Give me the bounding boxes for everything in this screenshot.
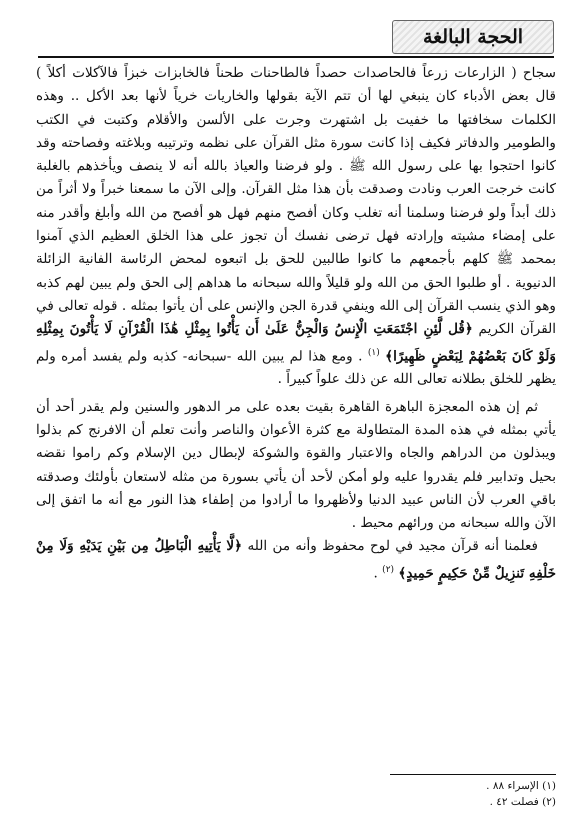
footnote-2: (٢) فصلت ٤٢ . bbox=[489, 796, 556, 808]
footnote-ref-1: (١) bbox=[367, 347, 380, 358]
paragraph-1 bbox=[36, 62, 556, 392]
quran-quote-2: ﴿لَّا يَأْتِيهِ الْبَاطِلُ مِن بَيْنِ يَدَيْهِ وَلَا مِنْ خَلْفِهِ تَنزِيلٌ مِّنْ حَكِيمٍ حَمِيدٍ﴾ bbox=[36, 538, 556, 582]
paragraph-1-text: سجاح ( الزارعات زرعاً فالحاصدات حصداً فالطاحنات طحناً فالخابزات خبزاً فالآكلات أكلاً ) قال بعض الأدباء كان ينبغي لها أن تتم الآية بقولها والخاريات خرياً لأنها بعد الأكل .. وهذه الكلمات سخافتها ما خفيت بل اشتهرت وجرت على الألسن والأقلام وكتبت في الكتب والطومير والدفاتر فكيف إذا كانت سورة مثل القرآن على نظمه وترتيبه وبلاغته وفصاحته وقد كانوا احتجوا بها على رسول الله ﷺ . ولو فرضنا والعياذ بالله أنه لا ينصف ويأخذهم بالغلبة كانت خرجت العرب ونادت وصدقت بأن هذا مثل القرآن. وإلى الآن ما سمعنا خبراً ولا أثراً من ذلك أبداً ولو فرضنا وسلمنا أنه تغلب وكان أفصح منهم فهل هو أفصح من الله وأبلغ وأقدر منه على إمضاء مشيته وإرادته فهل ترضى نفسك أن تجوز على هذا الخلق العظيم الذي آمنوا بمحمد ﷺ كلهم بأجمعهم ما كانوا طالبين للحق بل اتبعوه لمحض الرئاسة الفانية الزائلة الدنيوية . أو طلبوا الحق من الله ولو قليلاً والله سبحانه ما هداهم إلى الحق ولم يبين لهم كذبه وهو الذي ينسب القرآن إلى الله وينفي قدرة الجن والإنس على أن يأتوا بمثله . قوله تعالى في القرآن الكريم bbox=[36, 65, 556, 338]
paragraph-2: ثم إن هذه المعجزة الباهرة القاهرة بقيت بعده على مر الدهور والسنين ولم يقدر أحد أن يأتي بمثله في هذه المدة المتطاولة مع كثرة الأعوان والناصر وأنت تعلم أن الافرنج كم بذلوا ويبذلون من الدراهم والجاه والاعتبار والقوة والشوكة لإبطال دين الإسلام وكم راموا نقضه بحيل وتدابير فلم يقدروا عليه ولو أمكن لأحد أن يأتي بسورة من مثله لاستعان بأولئك وصدقته باقي العرب لأن الناس عبيد الدنيا ولأظهروا ما أرادوا من إطفاء هذا النور مع أنه ما اتفق إلى الآن والله سبحانه من ورائهم محيط . bbox=[36, 398, 556, 532]
main-text bbox=[36, 62, 556, 586]
quran-quote-1: ﴿قُل لَّئِنِ اجْتَمَعَتِ الْإِنسُ وَالْجِنُّ عَلَىٰ أَن يَأْتُوا بِمِثْلِ هَٰذَا الْقُرْآنِ لَا يَأْتُونَ بِمِثْلِهِ وَلَوْ كَانَ بَعْضُهُمْ لِبَعْضٍ ظَهِيرًا﴾ bbox=[36, 321, 556, 365]
paragraph-3-end: . bbox=[373, 565, 378, 582]
footnotes bbox=[300, 778, 556, 810]
paragraph-3-text: فعلمنا أنه قرآن مجيد في لوح محفوظ وأنه من الله bbox=[247, 538, 539, 555]
paragraph-3 bbox=[36, 535, 556, 585]
footnote-1: (١) الإسراء ٨٨ . bbox=[486, 780, 556, 792]
footnote-rule bbox=[390, 774, 556, 775]
paragraph-1-end: . ومع هذا لم يبين الله -سبحانه- كذبه ولم يفسد أمره ولم يظهر للخلق بطلانه تعالى الله عن ذلك علواً كبيراً . bbox=[36, 348, 556, 388]
header-rule bbox=[38, 56, 554, 58]
footnote-ref-2: (٢) bbox=[382, 564, 395, 575]
running-header-title: الحجة البالغة bbox=[392, 20, 554, 54]
